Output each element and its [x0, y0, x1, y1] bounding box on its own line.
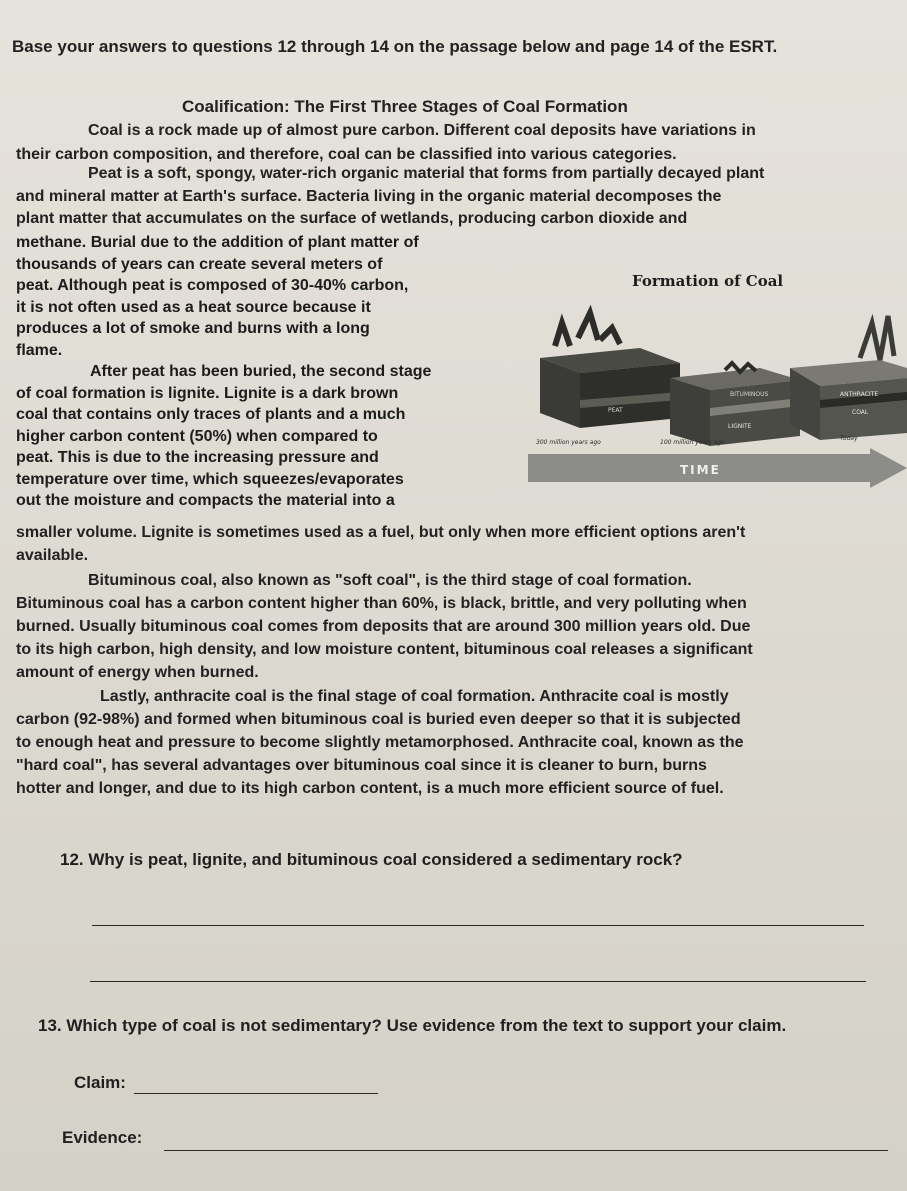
- lignite-block: [670, 363, 800, 446]
- passage-line: plant matter that accumulates on the surface of wetlands, producing carbon dioxide and: [16, 210, 688, 227]
- anthracite-block: [790, 316, 907, 440]
- figure-title: Formation of Coal: [632, 272, 784, 290]
- time-axis-label: TIME: [680, 463, 721, 477]
- passage-line: Peat is a soft, spongy, water-rich organic material that forms from partially decayed plant: [88, 165, 765, 182]
- passage-line: out the moisture and compacts the material into a: [16, 492, 395, 509]
- evidence-answer-line[interactable]: [164, 1150, 888, 1151]
- passage-line: temperature over time, which squeezes/evaporates: [16, 470, 404, 488]
- label-bituminous: BITUMINOUS: [730, 391, 769, 398]
- claim-label: Claim:: [74, 1073, 126, 1092]
- passage-line: flame.: [16, 341, 63, 359]
- passage-line: Bituminous coal has a carbon content higher than 60%, is black, brittle, and very polluting when: [16, 595, 747, 612]
- answer-line-q12-1[interactable]: [92, 925, 864, 926]
- claim-answer-line[interactable]: [134, 1093, 378, 1094]
- time-label-300: 300 million years ago: [536, 439, 601, 446]
- passage-line: available.: [16, 547, 89, 564]
- passage-line: produces a lot of smoke and burns with a long: [16, 320, 370, 337]
- passage-line: Lastly, anthracite coal is the final stage of coal formation. Anthracite coal is mostly: [100, 688, 729, 705]
- passage-line: of coal formation is lignite. Lignite is a dark brown: [16, 384, 399, 402]
- passage-line: peat. This is due to the increasing pressure and: [16, 449, 379, 466]
- passage-line: higher carbon content (50%) when compared to: [16, 427, 378, 445]
- instructions: Base your answers to questions 12 through 14 on the passage below and page 14 of the ESRT.: [12, 37, 778, 56]
- time-label-100: 100 million years ago: [660, 439, 725, 446]
- passage-title: Coalification: The First Three Stages of Coal Formation: [182, 97, 628, 116]
- passage-line: coal that contains only traces of plants and a much: [16, 406, 406, 423]
- time-label-today: Today: [840, 435, 858, 442]
- passage-line: peat. Although peat is composed of 30-40% carbon,: [16, 277, 409, 294]
- passage-line: After peat has been buried, the second stage: [90, 363, 432, 380]
- passage-line: thousands of years can create several meters of: [16, 255, 383, 273]
- passage-line: to enough heat and pressure to become slightly metamorphosed. Anthracite coal, known as the: [16, 734, 744, 751]
- passage-line: it is not often used as a heat source because it: [16, 298, 371, 316]
- passage-line: amount of energy when burned.: [16, 664, 259, 681]
- question-13: 13. Which type of coal is not sedimentary? Use evidence from the text to support your claim.: [38, 1016, 787, 1035]
- passage-line: hotter and longer, and due to its high carbon content, is a much more efficient source of fuel.: [16, 780, 724, 797]
- passage-line: "hard coal", has several advantages over bituminous coal since it is cleaner to burn, burns: [16, 757, 707, 774]
- evidence-label: Evidence:: [62, 1128, 143, 1147]
- passage-line: smaller volume. Lignite is sometimes used as a fuel, but only when more efficient options aren't: [16, 524, 746, 541]
- passage-line: Coal is a rock made up of almost pure carbon. Different coal deposits have variations in: [88, 122, 756, 139]
- passage-line: carbon (92-98%) and formed when bituminous coal is buried even deeper so that it is subjected: [16, 711, 741, 728]
- passage-line: burned. Usually bituminous coal comes from deposits that are around 300 million years old. Due: [16, 618, 751, 635]
- question-12: 12. Why is peat, lignite, and bituminous coal considered a sedimentary rock?: [60, 850, 683, 869]
- passage-line: and mineral matter at Earth's surface. Bacteria living in the organic material decomposes the: [16, 188, 722, 205]
- answer-line-q12-2[interactable]: [90, 981, 866, 982]
- passage-line: methane. Burial due to the addition of plant matter of: [16, 234, 419, 251]
- passage-line: their carbon composition, and therefore, coal can be classified into various categories.: [16, 146, 677, 163]
- label-anthracite: ANTHRACITE: [840, 391, 879, 398]
- label-lignite: LIGNITE: [728, 423, 752, 430]
- label-coal: COAL: [852, 409, 869, 416]
- passage-line: Bituminous coal, also known as "soft coal", is the third stage of coal formation.: [88, 572, 692, 589]
- label-peat: PEAT: [608, 407, 623, 414]
- wrapped-text-column: [16, 232, 496, 512]
- coal-formation-figure: [500, 268, 907, 498]
- passage-line: to its high carbon, high density, and low moisture content, bituminous coal releases a significant: [16, 641, 753, 658]
